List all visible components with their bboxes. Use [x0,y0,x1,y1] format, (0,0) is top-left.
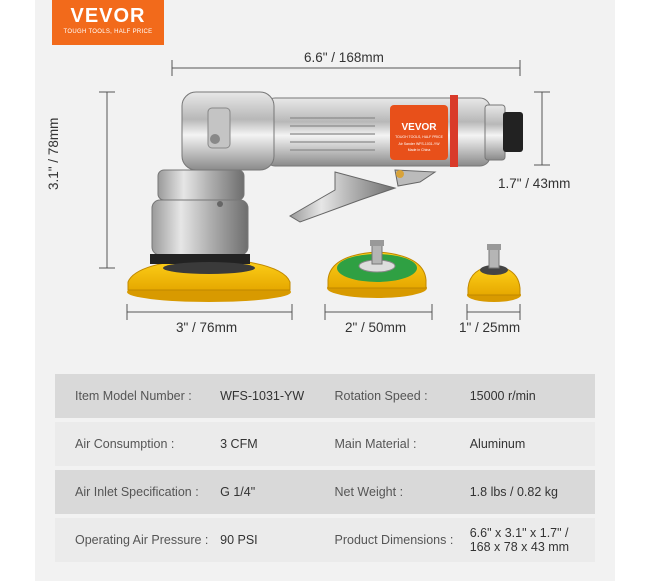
svg-text:Air Sander WFS-1031-YW: Air Sander WFS-1031-YW [398,142,440,146]
spec-key: Main Material : [335,422,470,466]
brand-name: VEVOR [70,5,146,27]
svg-text:Made in China: Made in China [407,148,431,152]
pad-small [467,244,521,302]
spec-value: 3 CFM [220,422,334,466]
dimension-pad-large-label: 3" / 76mm [176,320,238,335]
spec-value: 15000 r/min [470,374,595,418]
brand-tagline: TOUGH TOOLS, HALF PRICE [63,29,153,35]
spec-key: Operating Air Pressure : [55,518,220,562]
spec-row [55,422,595,466]
spec-key: Rotation Speed : [335,374,470,418]
dimension-length-label: 6.6" / 168mm [304,50,384,65]
spec-value: WFS-1031-YW [220,374,334,418]
dimension-height-label: 3.1" / 78mm [46,117,61,190]
spec-key: Product Dimensions : [335,518,470,562]
spec-value-line: 168 x 78 x 43 mm [469,540,570,554]
spec-key: Air Consumption : [55,422,220,466]
pad-medium [327,240,427,298]
spec-row [55,518,595,562]
spec-key: Item Model Number : [55,374,220,418]
svg-text:TOUGH TOOLS, HALF PRICE: TOUGH TOOLS, HALF PRICE [395,135,443,139]
spec-row [55,374,595,418]
spec-value-line: 6.6" x 3.1" x 1.7" / [469,526,569,540]
spec-table [55,370,595,566]
spec-value: Aluminum [470,422,595,466]
dimension-pad-small-label: 1" / 25mm [459,320,521,335]
spec-key: Net Weight : [335,470,470,514]
dimension-rear-height-label: 1.7" / 43mm [498,176,571,191]
spec-value: 90 PSI [220,518,334,562]
spec-row [55,470,595,514]
spec-value: G 1/4" [220,470,334,514]
svg-text:VEVOR: VEVOR [401,122,437,133]
spec-value: 1.8 lbs / 0.82 kg [470,470,595,514]
spec-key: Air Inlet Specification : [55,470,220,514]
air-sander-tool [127,92,523,302]
spec-value [470,518,595,562]
dimension-pad-medium-label: 2" / 50mm [345,320,407,335]
